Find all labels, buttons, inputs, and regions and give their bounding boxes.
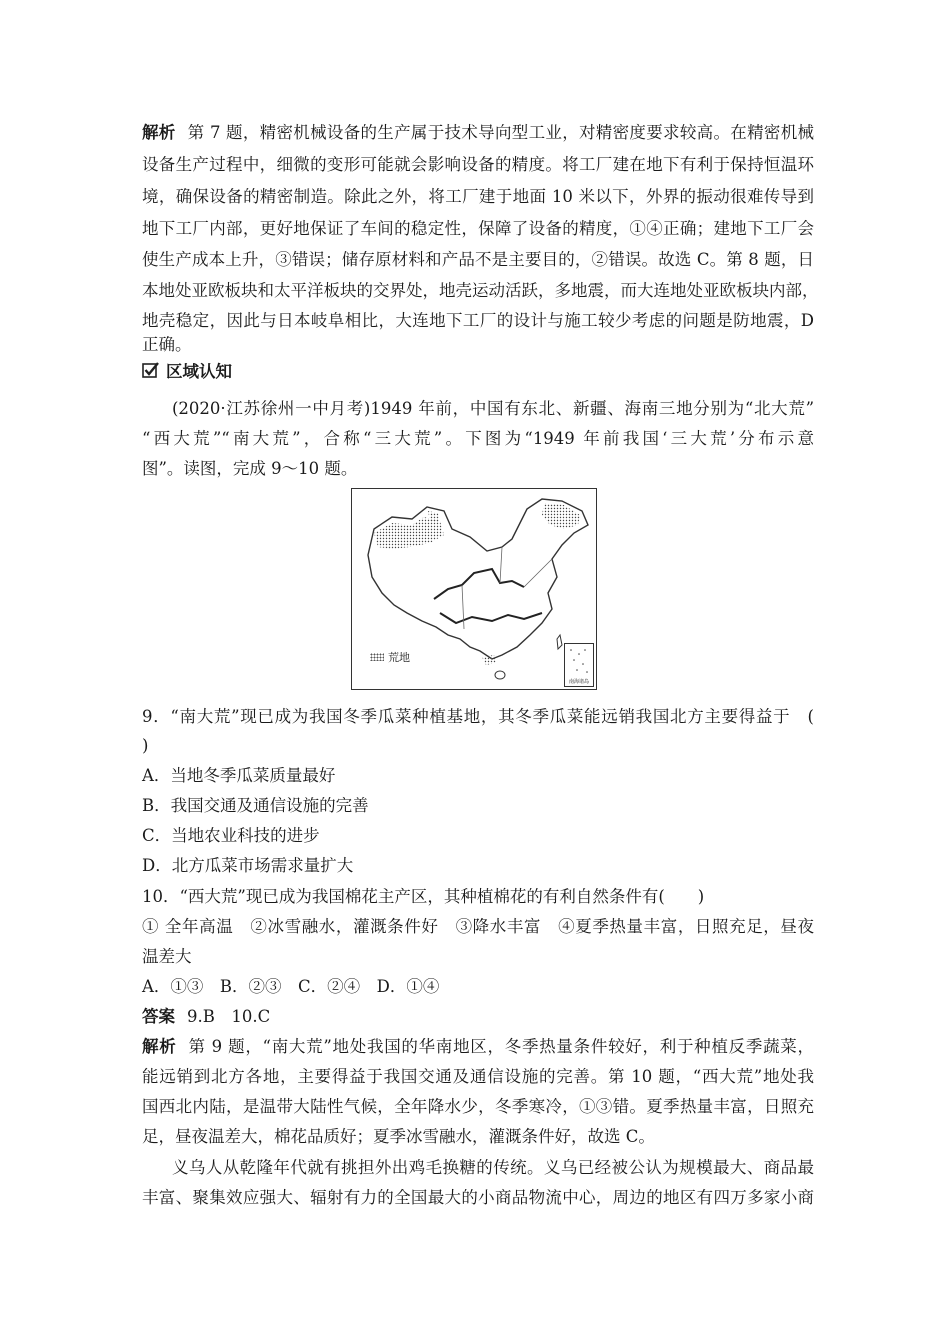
q9-option-a[interactable]: A．当地冬季瓜菜质量最好 bbox=[142, 766, 336, 785]
nandahuang-area bbox=[482, 655, 496, 665]
analysis-line: 足，昼夜温差大，棉花品质好；夏季冰雪融水，灌溉条件好，故选 C。 bbox=[142, 1127, 655, 1146]
intro-line: (2020·江苏徐州一中月考)1949 年前，中国有东北、新疆、海南三地分别为“北大荒” bbox=[172, 399, 814, 418]
inset-label: 南海诸岛 bbox=[565, 678, 593, 686]
section-heading bbox=[142, 358, 232, 382]
analysis-line: 国西北内陆，是温带大陆性气候，全年降水少，冬季寒冷，①③错。夏季热量丰富，日照充 bbox=[142, 1097, 814, 1116]
analysis-label: 解析 bbox=[142, 123, 176, 142]
q10-items-cont: 温差大 bbox=[142, 947, 192, 966]
analysis-line: 境，确保设备的精密制造。除此之外，将工厂建于地面 10 米以下，外界的振动很难传导到 bbox=[142, 187, 814, 206]
q9-option-d[interactable]: D．北方瓜菜市场需求量扩大 bbox=[142, 856, 354, 875]
intro-line: “西大荒”“南大荒”，合称“三大荒”。下图为“1949 年前我国‘三大荒’分布示意 bbox=[142, 429, 814, 448]
q9-option-b[interactable]: B．我国交通及通信设施的完善 bbox=[142, 796, 369, 815]
question-9-stem-cont: ) bbox=[142, 736, 149, 755]
question-10-stem: 10．“西大荒”现已成为我国棉花主产区，其种植棉花的有利自然条件有( ) bbox=[142, 887, 705, 906]
checkbox-icon bbox=[142, 361, 160, 379]
analysis-line: 地下工厂内部，更好地保证了车间的稳定性，保障了设备的精度，①④正确；建地下工厂会 bbox=[142, 219, 814, 238]
south-sea-inset bbox=[564, 643, 594, 687]
intro-line: 图”。读图，完成 9～10 题。 bbox=[142, 459, 358, 478]
answer-label: 答案 bbox=[142, 1007, 175, 1026]
section-title: 区域认知 bbox=[166, 362, 232, 381]
wasteland-swatch-icon bbox=[370, 653, 384, 661]
analysis-line: 使生产成本上升，③错误；储存原材料和产品不是主要目的，②错误。故选 C。第 8 题，日 bbox=[142, 250, 814, 269]
analysis-line: 正确。 bbox=[142, 335, 192, 354]
q10-options[interactable]: A．①③ B．②③ C．②④ D．①④ bbox=[142, 977, 440, 996]
analysis-line: 设备生产过程中，细微的变形可能就会影响设备的精度。将工厂建在地下有利于保持恒温环 bbox=[142, 155, 814, 174]
analysis-line: 解析 第 7 题，精密机械设备的生产属于技术导向型工业，对精密度要求较高。在精密机械 bbox=[142, 123, 814, 142]
analysis-line: 地壳稳定，因此与日本岐阜相比，大连地下工厂的设计与施工较少考虑的问题是防地震，D bbox=[142, 311, 814, 330]
map-legend bbox=[370, 649, 410, 665]
analysis-line: 能远销到北方各地，主要得益于我国交通及通信设施的完善。第 10 题，“西大荒”地处我 bbox=[142, 1067, 814, 1086]
q9-option-c[interactable]: C．当地农业科技的进步 bbox=[142, 826, 320, 845]
paragraph-line: 义乌人从乾隆年代就有挑担外出鸡毛换糖的传统。义乌已经被公认为规模最大、商品最 bbox=[172, 1158, 814, 1177]
answer-line bbox=[142, 1006, 814, 1028]
analysis-line: 本地处亚欧板块和太平洋板块的交界处，地壳运动活跃，多地震，而大连地处亚欧板块内部， bbox=[142, 281, 819, 300]
q10-items: ① 全年高温 ②冰雪融水，灌溉条件好 ③降水丰富 ④夏季热量丰富，日照充足，昼夜 bbox=[142, 917, 814, 936]
analysis-label: 解析 bbox=[142, 1037, 177, 1056]
legend-label: 荒地 bbox=[388, 651, 410, 664]
analysis-line: 解析 第 9 题，“南大荒”地处我国的华南地区，冬季热量条件较好，利于种植反季蔬菜， bbox=[142, 1037, 815, 1056]
answer-text: 9.B 10.C bbox=[187, 1007, 271, 1026]
question-9-stem: 9．“南大荒”现已成为我国冬季瓜菜种植基地，其冬季瓜菜能远销我国北方主要得益于 ( bbox=[142, 707, 814, 726]
paragraph-line: 丰富、聚集效应强大、辐射有力的全国最大的小商品物流中心，周边的地区有四万多家小商 bbox=[142, 1188, 814, 1207]
map-figure bbox=[351, 488, 597, 690]
